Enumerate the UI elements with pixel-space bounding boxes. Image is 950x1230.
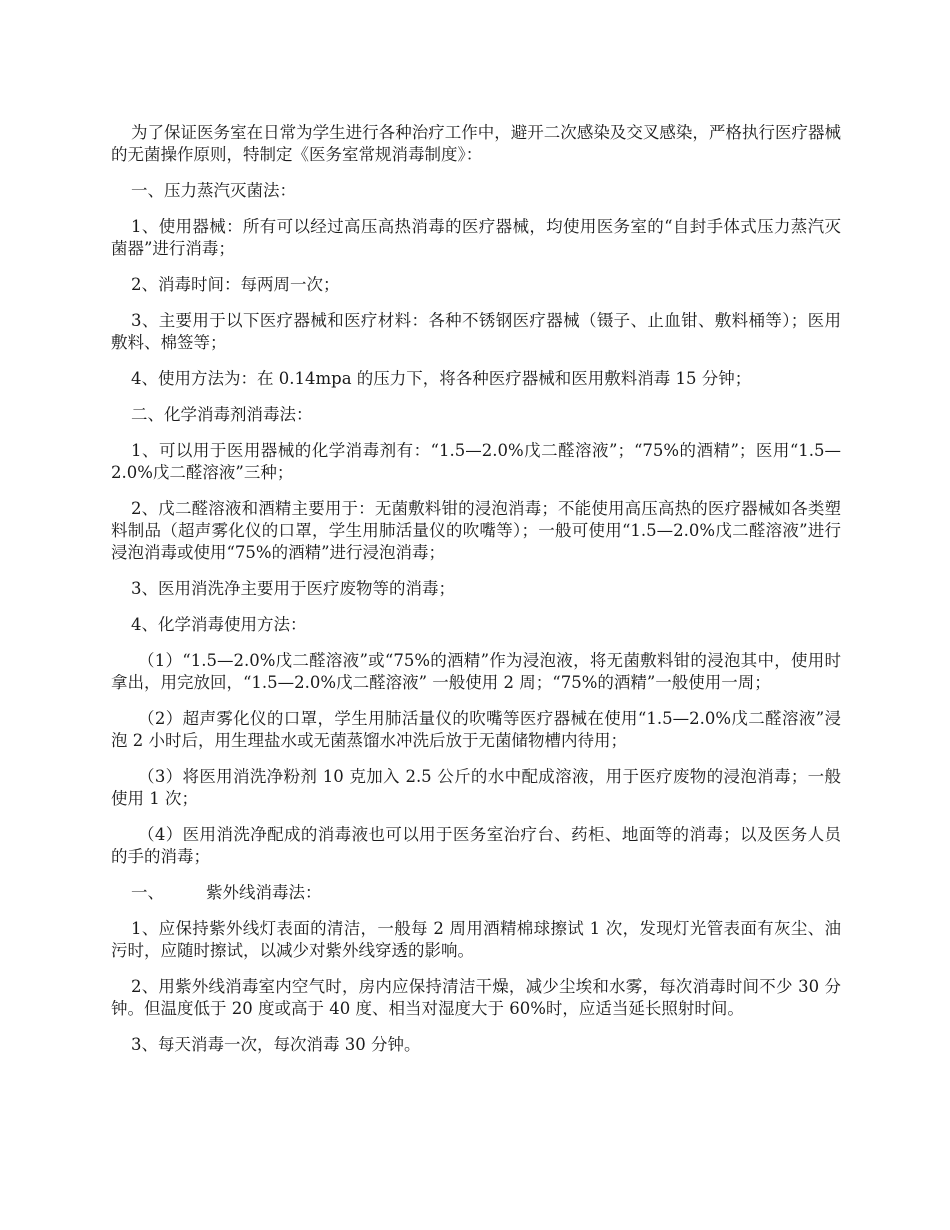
paragraph-chemical-method-2: （2）超声雾化仪的口罩，学生用肺活量仪的吹嘴等医疗器械在使用“1.5—2.0%戊二醛溶液”浸泡 2 小时后，用生理盐水或无菌蒸馏水冲洗后放于无菌储物槽内待用；: [111, 709, 841, 750]
intro-paragraph: 为了保证医务室在日常为学生进行各种治疗工作中，避开二次感染及交叉感染，严格执行医疗器械的无菌操作原则，特制定《医务室常规消毒制度》：: [111, 123, 841, 164]
paragraph-pressure-method: 4、使用方法为：在 0.14mpa 的压力下，将各种医疗器械和医用敷料消毒 15 分钟；: [131, 369, 752, 388]
paragraph-pressure-equipment: 1、使用器械：所有可以经过高压高热消毒的医疗器械，均使用医务室的“自封手体式压力蒸汽灭菌器”进行消毒；: [111, 217, 841, 258]
section-heading-ultraviolet: 一、 紫外线消毒法：: [131, 883, 322, 902]
document-body: [111, 122, 841, 1070]
paragraph-chemical-method-1: （1）“1.5—2.0%戊二醛溶液”或“75%的酒精”作为浸泡液，将无菌敷料钳的浸泡其中，使用时拿出，用完放回，“1.5—2.0%戊二醛溶液” 一般使用 2 周；“75%的酒精”一般使用一周；: [111, 651, 841, 692]
paragraph-uv-air: 2、用紫外线消毒室内空气时，房内应保持清洁干燥，减少尘埃和水雾，每次消毒时间不少 30 分钟。但温度低于 20 度或高于 40 度、相当对湿度大于 60%时，应适当延长照射时间。: [111, 977, 841, 1018]
paragraph-uv-cleaning: 1、应保持紫外线灯表面的清洁，一般每 2 周用酒精棉球擦试 1 次，发现灯光管表面有灰尘、油污时，应随时擦试，以减少对紫外线穿透的影响。: [111, 919, 841, 960]
paragraph-chemical-waste: 3、医用消洗净主要用于医疗废物等的消毒；: [131, 579, 455, 598]
paragraph-chemical-method-3: （3）将医用消洗净粉剂 10 克加入 2.5 公斤的水中配成溶液，用于医疗废物的浸泡消毒；一般使用 1 次；: [111, 767, 841, 808]
section-heading-chemical: 二、化学消毒剂消毒法：: [131, 405, 313, 424]
paragraph-chemical-method-4: （4）医用消洗净配成的消毒液也可以用于医务室治疗台、药柜、地面等的消毒；以及医务人员的手的消毒；: [111, 825, 841, 866]
paragraph-chemical-usage: 2、戊二醛溶液和酒精主要用于：无菌敷料钳的浸泡消毒；不能使用高压高热的医疗器械如各类塑料制品（超声雾化仪的口罩，学生用肺活量仪的吹嘴等）；一般可使用“1.5—2.0%戊二醛溶液”进行浸泡消毒或使用“75%的酒精”进行浸泡消毒；: [111, 499, 841, 562]
paragraph-chemical-method-heading: 4、化学消毒使用方法：: [131, 615, 307, 634]
paragraph-pressure-usage: 3、主要用于以下医疗器械和医疗材料：各种不锈钢医疗器械（镊子、止血钳、敷料桶等）；医用敷料、棉签等；: [111, 311, 841, 352]
paragraph-uv-schedule: 3、每天消毒一次，每次消毒 30 分钟。: [131, 1035, 421, 1054]
section-heading-pressure-steam: 一、压力蒸汽灭菌法：: [131, 181, 296, 200]
paragraph-pressure-time: 2、消毒时间：每两周一次；: [131, 275, 340, 294]
paragraph-chemical-agents: 1、可以用于医用器械的化学消毒剂有：“1.5—2.0%戊二醛溶液”；“75%的酒精”；医用“1.5—2.0%戊二醛溶液”三种；: [111, 441, 841, 482]
